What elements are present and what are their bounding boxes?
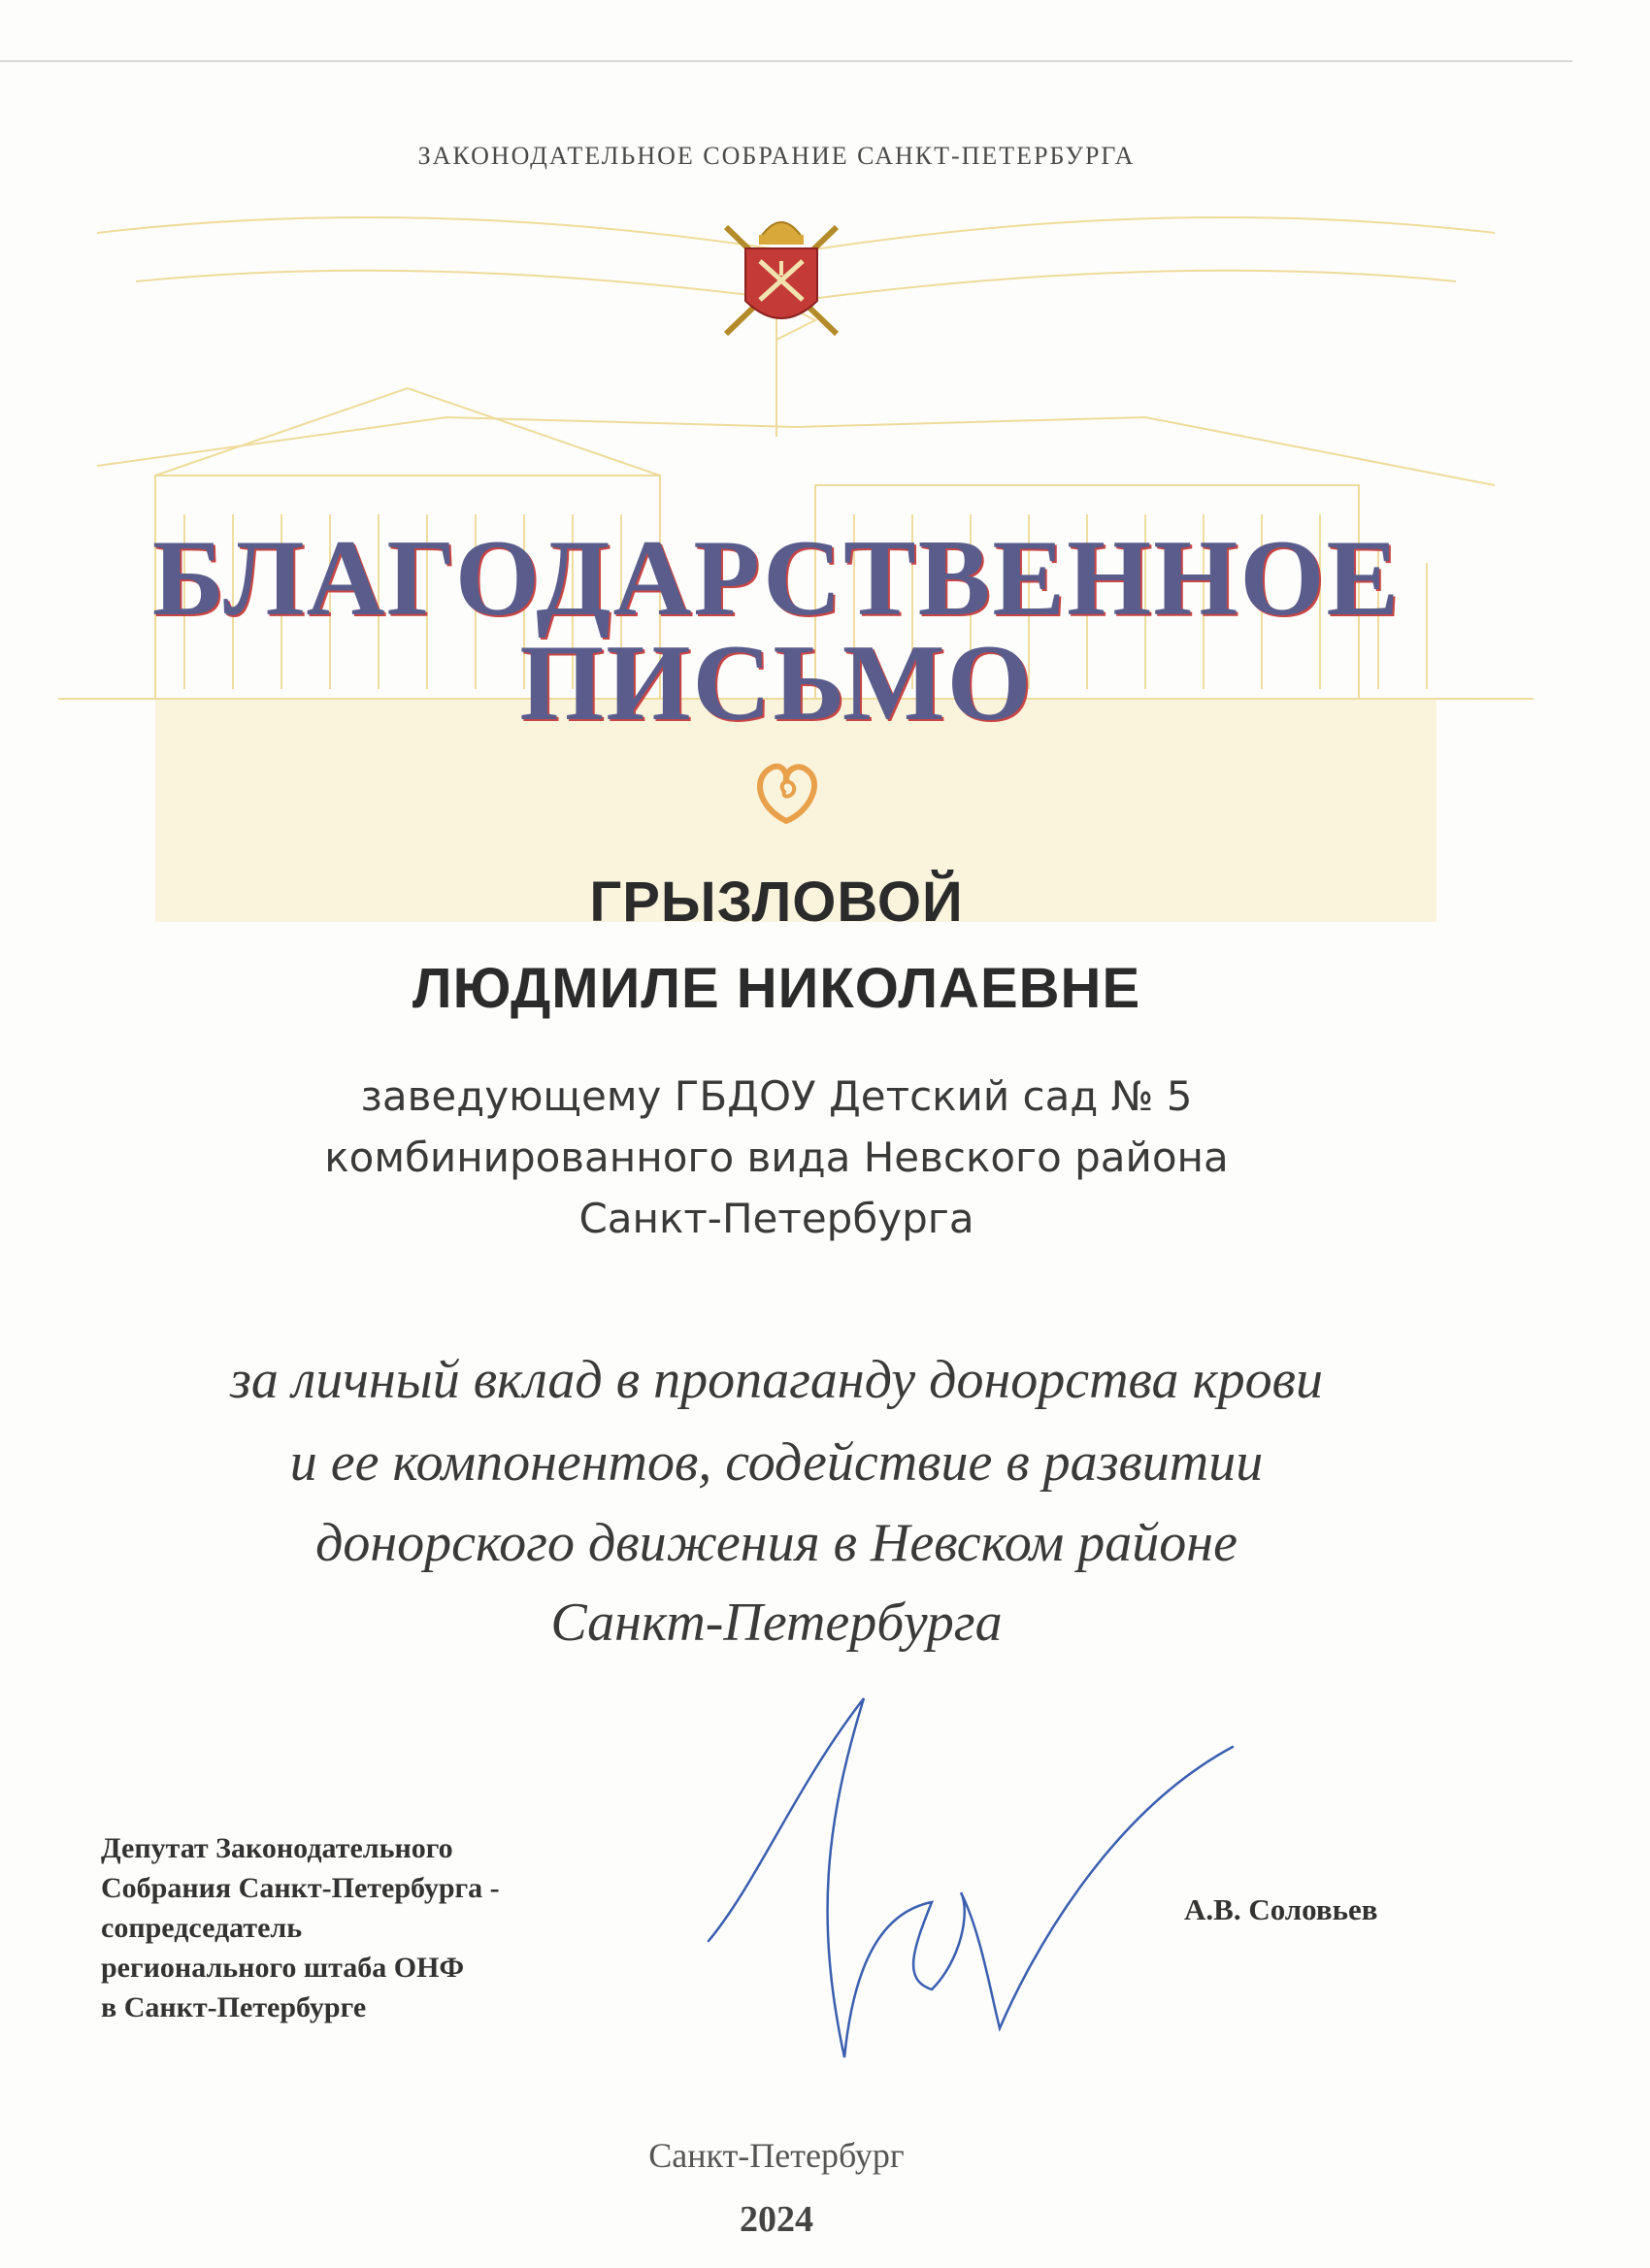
signatory-title-line: Собрания Санкт-Петербурга - bbox=[101, 1872, 500, 1904]
recipient-position-line: заведующему ГБДОУ Детский сад № 5 bbox=[360, 1072, 1193, 1120]
recipient-given-names: ЛЮДМИЛЕ НИКОЛАЕВНЕ bbox=[412, 957, 1141, 1020]
top-rule bbox=[0, 60, 1572, 62]
title-line-1: БЛАГОДАРСТВЕННОЕ bbox=[151, 518, 1402, 639]
recipient-position-line: комбинированного вида Невского района bbox=[324, 1134, 1229, 1181]
reason-line: за личный вклад в пропаганду донорства крови bbox=[230, 1350, 1323, 1410]
signatory-title bbox=[101, 1828, 683, 2027]
handwritten-signature bbox=[679, 1669, 1242, 2087]
title-line-2: ПИСЬМО bbox=[519, 623, 1034, 743]
recipient-surname: ГРЫЗЛОВОЙ bbox=[589, 871, 964, 934]
reason-line: донорского движения в Невском районе bbox=[315, 1513, 1238, 1573]
coat-of-arms-icon bbox=[716, 208, 846, 344]
recipient-position-line: Санкт-Петербурга bbox=[578, 1195, 974, 1242]
signatory-title-line: Депутат Законодательного bbox=[101, 1832, 453, 1864]
signatory-name: А.В. Соловьев bbox=[1184, 1892, 1378, 1926]
signatory-title-line: регионального штаба ОНФ bbox=[101, 1952, 465, 1984]
institution-header: ЗАКОНОДАТЕЛЬНОЕ СОБРАНИЕ САНКТ-ПЕТЕРБУРГА bbox=[417, 142, 1136, 170]
reason-line: и ее компонентов, содействие в развитии bbox=[289, 1432, 1264, 1493]
footer-year: 2024 bbox=[740, 2199, 813, 2240]
signatory-title-line: в Санкт-Петербурге bbox=[101, 1991, 367, 2023]
signatory-title-line: сопредседатель bbox=[101, 1912, 303, 1944]
decorative-ornament-icon bbox=[747, 753, 825, 831]
footer-city: Санкт-Петербург bbox=[648, 2136, 905, 2175]
reason-line: Санкт-Петербурга bbox=[550, 1593, 1003, 1653]
